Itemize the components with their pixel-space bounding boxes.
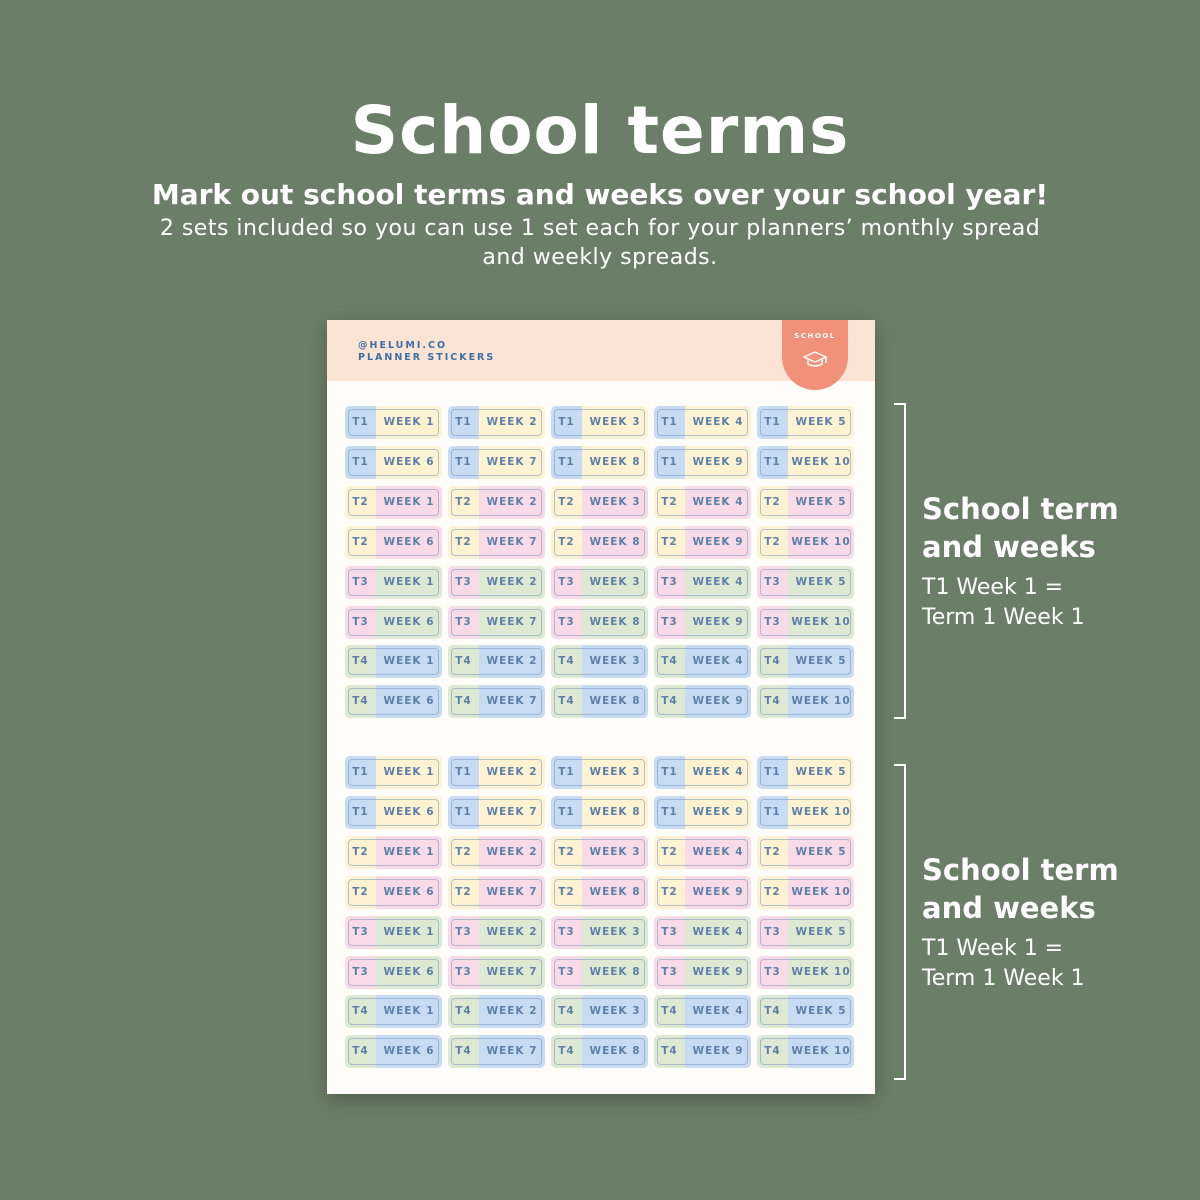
sticker-term-label: T1 [558, 455, 575, 468]
sticker-term-label: T4 [764, 1045, 781, 1058]
sticker-term-label: T3 [352, 615, 369, 628]
sticker-week-label: WEEK 6 [383, 885, 435, 898]
sticker-term-label: T3 [558, 615, 575, 628]
term-week-sticker [757, 446, 854, 479]
term-week-sticker [654, 956, 751, 989]
sticker-term-label: T3 [455, 615, 472, 628]
term-week-sticker [551, 486, 648, 519]
sticker-week-label: WEEK 7 [486, 1045, 538, 1058]
sticker-week-label: WEEK 8 [589, 535, 641, 548]
sticker-week-label: WEEK 2 [486, 845, 538, 858]
term-week-sticker [551, 995, 648, 1028]
sticker-term-label: T3 [455, 925, 472, 938]
sticker-week-label: WEEK 9 [692, 455, 744, 468]
term-week-sticker [448, 1035, 545, 1068]
sticker-term-label: T3 [764, 615, 781, 628]
sticker-week-label: WEEK 4 [692, 766, 744, 778]
sticker-week-label: WEEK 10 [791, 535, 851, 548]
term-week-sticker [757, 796, 854, 829]
sticker-term-label: T2 [558, 535, 575, 548]
callout-title-line: School term [922, 853, 1119, 887]
graduation-cap-icon [802, 350, 828, 373]
sticker-week-label: WEEK 1 [383, 845, 435, 858]
sticker-week-label: WEEK 7 [486, 615, 538, 628]
sticker-week-label: WEEK 9 [692, 965, 744, 978]
sticker-week-label: WEEK 8 [589, 615, 641, 628]
bracket-set-2 [894, 764, 906, 1080]
term-week-sticker [345, 916, 442, 949]
sticker-term-label: T3 [764, 965, 781, 978]
sticker-week-label: WEEK 4 [692, 575, 744, 588]
sticker-term-label: T1 [352, 805, 369, 818]
sticker-week-label: WEEK 6 [383, 455, 435, 468]
term-week-sticker [654, 526, 751, 559]
sticker-term-label: T2 [764, 845, 781, 858]
term-week-sticker [757, 406, 854, 439]
sticker-week-label: WEEK 5 [795, 925, 847, 938]
term-week-sticker [551, 685, 648, 718]
term-week-sticker [345, 836, 442, 869]
sticker-term-label: T3 [558, 925, 575, 938]
term-week-sticker [551, 446, 648, 479]
sticker-week-label: WEEK 9 [692, 615, 744, 628]
sticker-term-label: T2 [455, 885, 472, 898]
term-week-sticker [551, 836, 648, 869]
sticker-term-label: T1 [352, 766, 369, 778]
sticker-term-label: T1 [661, 766, 678, 778]
school-tab-label: SCHOOL [794, 332, 836, 340]
sticker-term-label: T3 [352, 965, 369, 978]
term-week-sticker [551, 956, 648, 989]
term-week-sticker [345, 406, 442, 439]
term-week-sticker [345, 446, 442, 479]
sticker-term-label: T2 [352, 495, 369, 508]
term-week-sticker [345, 995, 442, 1028]
school-category-tab [782, 320, 848, 390]
term-week-sticker [757, 645, 854, 678]
term-week-sticker [345, 756, 442, 789]
term-week-sticker [345, 685, 442, 718]
sticker-term-label: T2 [661, 845, 678, 858]
sticker-week-label: WEEK 7 [486, 455, 538, 468]
term-week-sticker [654, 836, 751, 869]
callout-title-line: School term [922, 492, 1119, 526]
term-week-sticker [551, 756, 648, 789]
term-week-sticker [345, 796, 442, 829]
sticker-week-label: WEEK 3 [589, 845, 641, 858]
sticker-week-label: WEEK 7 [486, 965, 538, 978]
sticker-term-label: T3 [455, 575, 472, 588]
term-week-sticker [551, 606, 648, 639]
page-title: School terms [350, 92, 850, 169]
term-week-sticker [448, 606, 545, 639]
sticker-week-label: WEEK 1 [383, 655, 435, 668]
term-week-sticker [654, 645, 751, 678]
callout-note-1 [922, 573, 1085, 633]
sticker-week-label: WEEK 10 [791, 805, 851, 818]
sticker-week-label: WEEK 8 [589, 885, 641, 898]
sticker-week-label: WEEK 10 [791, 695, 851, 708]
sticker-term-label: T2 [558, 885, 575, 898]
term-week-sticker [551, 876, 648, 909]
sticker-term-label: T1 [352, 455, 369, 468]
sticker-week-label: WEEK 5 [795, 495, 847, 508]
sticker-week-label: WEEK 9 [692, 885, 744, 898]
sticker-term-label: T3 [661, 965, 678, 978]
sticker-term-label: T1 [661, 805, 678, 818]
sticker-term-label: T4 [558, 655, 575, 668]
sticker-term-label: T4 [455, 1005, 472, 1018]
sticker-term-label: T3 [558, 575, 575, 588]
sticker-term-label: T4 [558, 1005, 575, 1018]
term-week-sticker [345, 1035, 442, 1068]
sticker-term-label: T2 [455, 535, 472, 548]
term-week-sticker [757, 566, 854, 599]
sticker-week-label: WEEK 8 [589, 965, 641, 978]
term-week-sticker [654, 606, 751, 639]
sticker-week-label: WEEK 2 [486, 575, 538, 588]
sticker-week-label: WEEK 2 [486, 925, 538, 938]
sticker-week-label: WEEK 10 [791, 455, 851, 468]
sticker-term-label: T1 [764, 805, 781, 818]
sticker-week-label: WEEK 2 [486, 1005, 538, 1018]
term-week-sticker [448, 645, 545, 678]
term-week-sticker [757, 1035, 854, 1068]
sticker-term-label: T2 [352, 885, 369, 898]
sticker-week-label: WEEK 3 [589, 655, 641, 668]
page-subtitle: Mark out school terms and weeks over your school year! [151, 178, 1049, 211]
term-week-sticker [654, 796, 751, 829]
sticker-week-label: WEEK 2 [486, 416, 538, 428]
brand-tagline: PLANNER STICKERS [358, 352, 496, 363]
sticker-term-label: T4 [764, 1005, 781, 1018]
term-week-sticker [757, 606, 854, 639]
callout-title-line: and weeks [922, 530, 1096, 564]
term-week-sticker [654, 916, 751, 949]
sticker-week-label: WEEK 4 [692, 925, 744, 938]
term-week-sticker [757, 995, 854, 1028]
sticker-week-label: WEEK 10 [791, 1045, 851, 1058]
sticker-week-label: WEEK 5 [795, 575, 847, 588]
term-week-sticker [551, 645, 648, 678]
term-week-sticker [757, 756, 854, 789]
sticker-week-label: WEEK 9 [692, 1045, 744, 1058]
page-description: 2 sets included so you can use 1 set each for your planners’ monthly spread and weekly spreads. [159, 216, 1041, 270]
sticker-week-label: WEEK 8 [589, 695, 641, 708]
sticker-term-label: T4 [558, 695, 575, 708]
sticker-term-label: T3 [352, 575, 369, 588]
sticker-term-label: T2 [455, 495, 472, 508]
sticker-sheet [327, 320, 875, 1094]
sticker-term-label: T2 [661, 495, 678, 508]
sticker-term-label: T2 [352, 535, 369, 548]
term-week-sticker [654, 685, 751, 718]
brand-label [358, 340, 495, 364]
sticker-term-label: T1 [661, 416, 678, 428]
sticker-week-label: WEEK 6 [383, 695, 435, 708]
sticker-term-label: T1 [558, 766, 575, 778]
sticker-term-label: T4 [455, 655, 472, 668]
term-week-sticker [448, 566, 545, 599]
sticker-term-label: T4 [558, 1045, 575, 1058]
callout-note-line: T1 Week 1 = [922, 575, 1064, 600]
term-week-sticker [757, 836, 854, 869]
term-week-sticker [345, 956, 442, 989]
sticker-week-label: WEEK 3 [589, 925, 641, 938]
sticker-term-label: T3 [558, 965, 575, 978]
term-week-sticker [757, 685, 854, 718]
term-week-sticker [448, 446, 545, 479]
sticker-week-label: WEEK 5 [795, 845, 847, 858]
term-week-sticker [757, 486, 854, 519]
sticker-term-label: T1 [764, 455, 781, 468]
sticker-week-label: WEEK 1 [383, 416, 435, 428]
term-week-sticker [345, 486, 442, 519]
sticker-week-label: WEEK 5 [795, 1005, 847, 1018]
callout-note-line: Term 1 Week 1 [922, 605, 1085, 630]
sticker-term-label: T1 [764, 416, 781, 428]
sticker-week-label: WEEK 3 [589, 495, 641, 508]
sticker-term-label: T4 [455, 695, 472, 708]
sticker-week-label: WEEK 4 [692, 416, 744, 428]
term-week-sticker [448, 486, 545, 519]
term-week-sticker [551, 526, 648, 559]
sticker-term-label: T2 [764, 495, 781, 508]
term-week-sticker [448, 876, 545, 909]
sticker-term-label: T1 [352, 416, 369, 428]
sticker-term-label: T4 [455, 1045, 472, 1058]
sticker-term-label: T1 [455, 455, 472, 468]
sticker-term-label: T3 [661, 925, 678, 938]
sticker-term-label: T4 [764, 695, 781, 708]
sticker-term-label: T4 [661, 1045, 678, 1058]
sticker-week-label: WEEK 8 [589, 455, 641, 468]
sticker-week-label: WEEK 3 [589, 575, 641, 588]
sticker-week-label: WEEK 4 [692, 655, 744, 668]
term-week-sticker [654, 486, 751, 519]
term-week-sticker [654, 876, 751, 909]
sticker-term-label: T1 [455, 805, 472, 818]
sticker-week-label: WEEK 2 [486, 766, 538, 778]
sticker-term-label: T4 [764, 655, 781, 668]
term-week-sticker [551, 796, 648, 829]
term-week-sticker [448, 796, 545, 829]
term-week-sticker [551, 1035, 648, 1068]
term-week-sticker [551, 406, 648, 439]
term-week-sticker [757, 956, 854, 989]
sticker-week-label: WEEK 5 [795, 416, 847, 428]
term-week-sticker [757, 916, 854, 949]
sticker-term-label: T2 [558, 495, 575, 508]
sticker-week-label: WEEK 7 [486, 885, 538, 898]
term-week-sticker [654, 406, 751, 439]
sticker-term-label: T3 [455, 965, 472, 978]
sticker-week-label: WEEK 8 [589, 805, 641, 818]
sticker-week-label: WEEK 6 [383, 1045, 435, 1058]
term-week-sticker [448, 685, 545, 718]
term-week-sticker [448, 956, 545, 989]
term-week-sticker [757, 526, 854, 559]
sticker-term-label: T4 [352, 1005, 369, 1018]
sticker-week-label: WEEK 4 [692, 845, 744, 858]
sticker-week-label: WEEK 4 [692, 495, 744, 508]
term-week-sticker [345, 566, 442, 599]
term-week-sticker [654, 756, 751, 789]
sticker-week-label: WEEK 9 [692, 535, 744, 548]
term-week-sticker [345, 526, 442, 559]
term-week-sticker [345, 645, 442, 678]
sticker-week-label: WEEK 5 [795, 766, 847, 778]
callout-title-line: and weeks [922, 891, 1096, 925]
sticker-week-label: WEEK 10 [791, 615, 851, 628]
sticker-term-label: T4 [661, 1005, 678, 1018]
sticker-week-label: WEEK 6 [383, 615, 435, 628]
term-week-sticker [654, 566, 751, 599]
callout-title-2 [922, 851, 1119, 927]
sticker-week-label: WEEK 3 [589, 1005, 641, 1018]
sticker-term-label: T2 [352, 845, 369, 858]
sticker-week-label: WEEK 7 [486, 695, 538, 708]
callout-note-2 [922, 934, 1085, 994]
sticker-week-label: WEEK 3 [589, 766, 641, 778]
sticker-week-label: WEEK 2 [486, 655, 538, 668]
sticker-term-label: T3 [661, 575, 678, 588]
term-week-sticker [654, 995, 751, 1028]
sticker-term-label: T3 [661, 615, 678, 628]
sticker-week-label: WEEK 1 [383, 1005, 435, 1018]
sticker-term-label: T3 [764, 925, 781, 938]
sticker-week-label: WEEK 6 [383, 805, 435, 818]
sticker-week-label: WEEK 8 [589, 1045, 641, 1058]
sticker-term-label: T4 [352, 1045, 369, 1058]
term-week-sticker [448, 995, 545, 1028]
term-week-sticker [448, 916, 545, 949]
callout-title-1 [922, 490, 1119, 566]
sticker-week-label: WEEK 7 [486, 535, 538, 548]
term-week-sticker [654, 1035, 751, 1068]
sticker-week-label: WEEK 6 [383, 535, 435, 548]
term-week-sticker [448, 406, 545, 439]
bracket-set-1 [894, 403, 906, 719]
sticker-term-label: T2 [558, 845, 575, 858]
sticker-term-label: T2 [455, 845, 472, 858]
sticker-term-label: T4 [661, 655, 678, 668]
sticker-week-label: WEEK 6 [383, 965, 435, 978]
brand-handle: @HELUMI.CO [358, 340, 448, 351]
sticker-week-label: WEEK 4 [692, 1005, 744, 1018]
sticker-week-label: WEEK 5 [795, 655, 847, 668]
term-week-sticker [757, 876, 854, 909]
sticker-week-label: WEEK 3 [589, 416, 641, 428]
term-week-sticker [654, 446, 751, 479]
term-week-sticker [448, 756, 545, 789]
sticker-week-label: WEEK 2 [486, 495, 538, 508]
sticker-term-label: T1 [661, 455, 678, 468]
sticker-term-label: T1 [558, 416, 575, 428]
sticker-term-label: T3 [352, 925, 369, 938]
sticker-week-label: WEEK 10 [791, 965, 851, 978]
sticker-term-label: T3 [764, 575, 781, 588]
sticker-week-label: WEEK 10 [791, 885, 851, 898]
sticker-week-label: WEEK 9 [692, 695, 744, 708]
sticker-term-label: T2 [661, 885, 678, 898]
sticker-term-label: T2 [764, 535, 781, 548]
term-week-sticker [345, 876, 442, 909]
sticker-week-label: WEEK 1 [383, 766, 435, 778]
sticker-week-label: WEEK 1 [383, 495, 435, 508]
sticker-week-label: WEEK 9 [692, 805, 744, 818]
sticker-term-label: T2 [764, 885, 781, 898]
term-week-sticker [551, 566, 648, 599]
sticker-week-label: WEEK 1 [383, 575, 435, 588]
callout-note-line: T1 Week 1 = [922, 936, 1064, 961]
sticker-week-label: WEEK 1 [383, 925, 435, 938]
term-week-sticker [448, 526, 545, 559]
term-week-sticker [551, 916, 648, 949]
sticker-term-label: T2 [661, 535, 678, 548]
sticker-term-label: T4 [352, 655, 369, 668]
callout-note-line: Term 1 Week 1 [922, 966, 1085, 991]
sticker-term-label: T1 [764, 766, 781, 778]
term-week-sticker [345, 606, 442, 639]
sticker-term-label: T1 [558, 805, 575, 818]
sticker-week-label: WEEK 7 [486, 805, 538, 818]
term-week-sticker [448, 836, 545, 869]
sticker-term-label: T4 [661, 695, 678, 708]
sticker-term-label: T1 [455, 766, 472, 778]
sticker-term-label: T4 [352, 695, 369, 708]
sticker-term-label: T1 [455, 416, 472, 428]
